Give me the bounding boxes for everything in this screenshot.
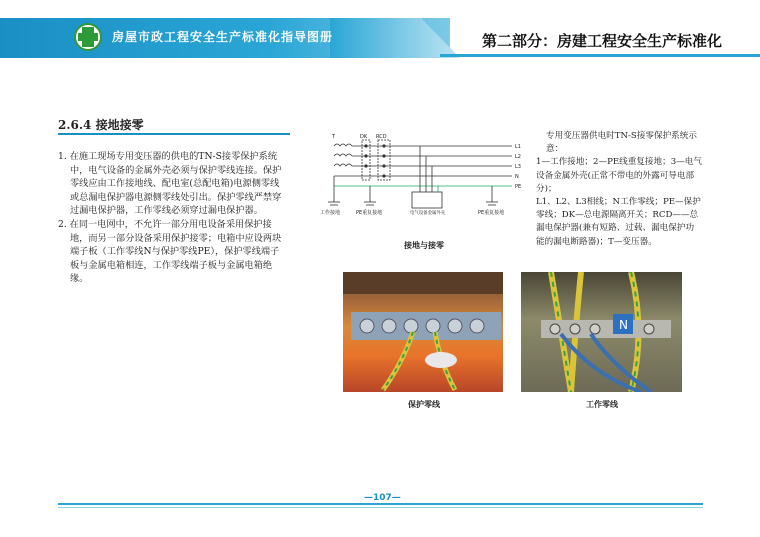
diagram-description [536, 130, 702, 249]
section-title: 2.6.4 接地接零 [58, 118, 144, 132]
description-title: 专用变压器供电时TN-S接零保护系统示意： [546, 131, 697, 155]
requirement-list [58, 150, 286, 286]
label-equipment: 电气设备金属外壳 [410, 211, 446, 216]
page-number: —107— [364, 493, 401, 503]
atlas-title: 房屋市政工程安全生产标准化指导图册 [112, 30, 334, 44]
requirement-item-2: 2. 在同一电网中，不允许一部分用电设备采用保护接地，而另一部分设备采用保护接零；电箱中应设两块端子板（工作零线N与保护零线PE），保护零线端子板与金属电箱相连，工作零线端子板与金属电箱绝缘。 [58, 218, 282, 285]
part-title: 第二部分：房建工程安全生产标准化 [482, 32, 723, 50]
description-line-2: L1、L2、L3相线；N工作零线；PE—保护零线；DK—总电源隔离开关；RCD——总漏电保护器(兼有短路、过载、漏电保护功能的漏电断路器)；T—变压器。 [536, 197, 701, 247]
requirement-item-1: 1. 在施工现场专用变压器的供电的TN-S接零保护系统中，电气设备的金属外壳必须与保护零线连接。保护零线应由工作接地线、配电室(总配电箱)电源侧零线或总漏电保护器电源侧零线处引出。保护零线严禁穿过漏电保护器，工作零线必须穿过漏电保护器。 [58, 151, 282, 217]
label-ground-repeat-1: PE重复接地 [356, 210, 383, 216]
label-ground-work: 工作接地 [320, 210, 341, 216]
photo-working-neutral [521, 272, 682, 392]
label-l2: L2 [515, 154, 521, 160]
label-l1: L1 [515, 144, 521, 150]
section-rule [58, 133, 290, 135]
tn-s-wiring-diagram [312, 132, 532, 228]
footer-rule-thin [58, 507, 703, 508]
header-rule [440, 54, 760, 57]
description-line-1: 1—工作接地；2—PE线重复接地；3—电气设备金属外壳(正常不带电的外露可导电部分)； [536, 157, 702, 194]
label-l3: L3 [515, 164, 521, 170]
label-n: N [515, 174, 519, 180]
diagram-caption: 接地与接零 [404, 241, 444, 250]
label-ground-repeat-2: PE重复接地 [478, 210, 505, 216]
photo-1-caption: 保护零线 [408, 400, 440, 409]
safety-cross-icon-bar [78, 33, 98, 41]
label-rcd: RCD [376, 134, 387, 140]
footer-rule [58, 503, 703, 505]
photo-2-caption: 工作零线 [586, 400, 618, 409]
label-pe: PE [515, 184, 522, 190]
photo-protective-neutral [343, 272, 503, 392]
label-t: T [332, 134, 336, 140]
label-dk: DK [360, 134, 368, 140]
svg-text:N: N [619, 318, 628, 332]
